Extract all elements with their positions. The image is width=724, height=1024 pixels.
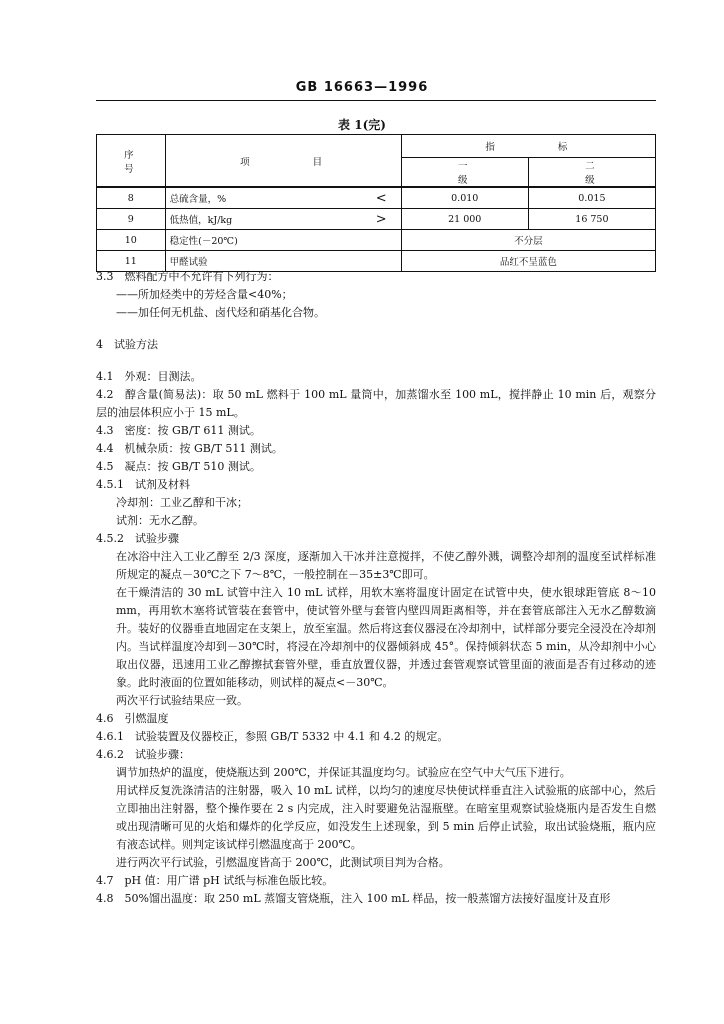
body-paragraph: 3.3 燃料配方中不允许有下列行为： (96, 270, 279, 283)
body-paragraph: 4.5.1 试剂及材料 (96, 478, 190, 491)
body-paragraph: 4.7 pH 值：用广谱 pH 试纸与标准色版比较。 (96, 874, 334, 887)
body-paragraph: 调节加热炉的温度，使烧瓶达到 200℃，并保证其温度均匀。试验应在空气中大气压下进行。 (116, 766, 571, 779)
table-row (97, 187, 656, 209)
body-paragraph: 4 试验方法 (96, 338, 158, 351)
standard-number-header: GB 16663—1996 (295, 80, 429, 95)
body-paragraph: 冷却剂：工业乙醇和干冰； (116, 496, 248, 509)
row-grade2-value: 16 750 (528, 209, 655, 230)
row-item: 总硫含量，% (165, 187, 321, 209)
col-header-grade2: 二 级 (528, 158, 655, 188)
row-item: 甲醛试验 (165, 251, 401, 272)
body-paragraph: 两次平行试验结果应一致。 (116, 694, 248, 707)
body-paragraph: ——加任何无机盐、卤代烃和硝基化合物。 (116, 306, 325, 319)
row-symbol: > (321, 209, 402, 230)
row-grade2-value: 0.015 (528, 187, 655, 209)
body-paragraph: 在干燥清洁的 30 mL 试管中注入 10 mL 试样，用软木塞将温度计固定在试管中央，使水银球距管底 8～10 mm，再用软木塞将试管装在套管中，使试管外壁与套管内壁四周距离相等，并在套管底部注入无水乙醇数滴升。装好的仪器垂直地固定在支架上，放至室温。然后将这套仪器浸在冷却剂中，试样部分要完全浸没在冷却剂内。当试样温度冷却到－30℃时，将浸在冷却剂中的仪器倾斜成 45°。保持倾斜状态 5 min，从冷却剂中小心取出仪器，迅速用工业乙醇擦拭套管外壁，垂直放置仪器，并透过套管观察试管里面的液面是否有过移动的迹象。此时液面的位置如能移动，则试样的凝点<－30℃。 (116, 586, 656, 689)
body-paragraph: 试剂：无水乙醇。 (116, 514, 204, 527)
body-paragraph: 在冰浴中注入工业乙醇至 2/3 深度，逐渐加入干冰并注意搅拌，不使乙醇外溅，调整冷却剂的温度至试样标准所规定的凝点－30℃之下 7～8℃，一般控制在－35±3℃即可。 (116, 550, 656, 581)
table-row (97, 209, 656, 230)
body-paragraph: 4.6.2 试验步骤： (96, 748, 190, 761)
table-row (97, 230, 656, 251)
row-no: 8 (97, 187, 166, 209)
body-paragraph: 用试样反复洗涤清洁的注射器，吸入 10 mL 试样，以均匀的速度尽快使试样垂直注入试验瓶的底部中心，然后立即抽出注射器，整个操作要在 2 s 内完成，注入时要避免沾湿瓶壁。在暗室里观察试验烧瓶内是否发生自燃或出现清晰可见的火焰和爆炸的化学反应，如没发生上述现象，到 5 min 后停止试验，取出试验烧瓶，瓶内应有液态试样。则判定该试样引燃温度高于 200℃。 (116, 784, 656, 851)
row-grade1-value: 21 000 (401, 209, 528, 230)
row-no: 11 (97, 251, 166, 272)
row-grade1-value: 0.010 (401, 187, 528, 209)
body-paragraph: 4.6 引燃温度 (96, 712, 169, 725)
row-no: 10 (97, 230, 166, 251)
col-header-spec: 指 标 (401, 135, 655, 158)
col-header-no: 序 号 (97, 135, 166, 188)
row-item: 稳定性(－20℃) (165, 230, 401, 251)
body-paragraph: 4.1 外观：目测法。 (96, 370, 202, 383)
document-body (96, 268, 656, 908)
row-merged-value: 不分层 (401, 230, 655, 251)
body-paragraph: 4.3 密度：按 GB/T 611 测试。 (96, 424, 261, 437)
table-title: 表 1(完) (338, 118, 386, 132)
body-paragraph: 4.6.1 试验装置及仪器校正，参照 GB/T 5332 中 4.1 和 4.2 的规定。 (96, 730, 449, 743)
body-paragraph: 4.2 醇含量(简易法)：取 50 mL 燃料于 100 mL 量筒中，加蒸馏水至 100 mL，搅拌静止 10 min 后，观察分层的油层体积应小于 15 mL。 (96, 388, 656, 419)
col-header-item: 项 目 (165, 135, 401, 188)
body-paragraph: 4.4 机械杂质：按 GB/T 511 测试。 (96, 442, 283, 455)
header-rule (96, 100, 656, 101)
col-header-grade1: 一 级 (401, 158, 528, 188)
body-paragraph: 4.5 凝点：按 GB/T 510 测试。 (96, 460, 261, 473)
body-paragraph: 进行两次平行试验，引燃温度皆高于 200℃，此测试项目判为合格。 (116, 856, 450, 869)
spec-table (96, 134, 656, 272)
body-paragraph: ——所加烃类中的芳烃含量<40%； (116, 288, 293, 301)
body-paragraph: 4.5.2 试验步骤 (96, 532, 179, 545)
row-no: 9 (97, 209, 166, 230)
body-paragraph: 4.8 50%馏出温度：取 250 mL 蒸馏支管烧瓶，注入 100 mL 样品，按一般蒸馏方法接好温度计及直形 (96, 892, 611, 905)
row-merged-value: 品红不呈蓝色 (401, 251, 655, 272)
row-symbol: < (321, 187, 402, 209)
row-item: 低热值，kJ/kg (165, 209, 321, 230)
